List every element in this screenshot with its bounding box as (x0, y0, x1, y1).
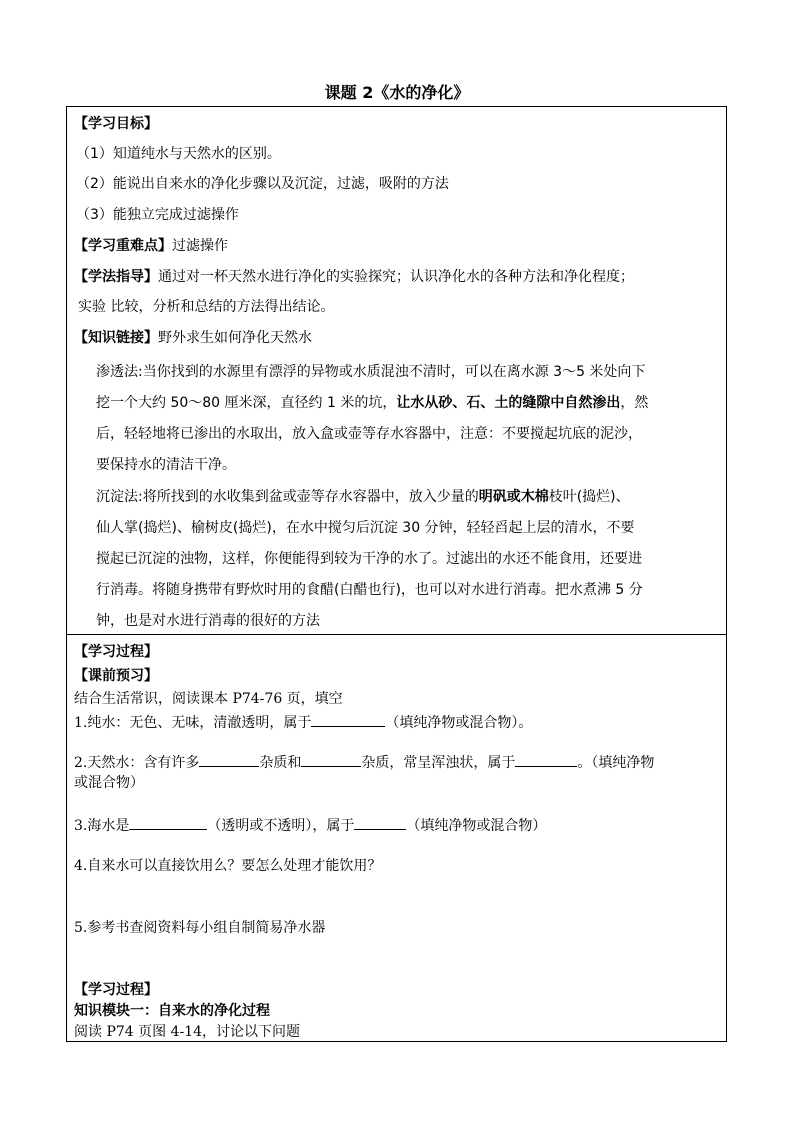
question-4: 4.自来水可以直接饮用么？要怎么处理才能饮用？ (74, 858, 382, 874)
question-text: 2.天然水：含有许多 (74, 755, 200, 771)
answer-blank[interactable] (199, 752, 259, 767)
paragraph-line: 搅起已沉淀的浊物，这样，你便能得到较为干净的水了。过滤出的水还不能食用，还要进 (96, 551, 642, 567)
question-2 (74, 752, 654, 773)
link-text: 野外求生如何净化天然水 (158, 330, 312, 346)
bold-span: 让水从砂、石、土的缝隙中自然渗出 (396, 395, 621, 411)
process-header: 【学习过程】 (74, 644, 158, 660)
question-3 (74, 815, 546, 836)
module-1-title: 知识模块一：自来水的净化过程 (74, 1003, 270, 1019)
method-header: 【学法指导】 (74, 269, 158, 285)
text-span: 枝叶(捣烂)、 (548, 489, 630, 505)
question-text: 杂质和 (259, 755, 302, 771)
question-text: （透明或不透明），属于 (207, 818, 355, 834)
question-text: 3.海水是 (74, 818, 130, 834)
paragraph-line: 要保持水的清洁干净。 (96, 457, 236, 473)
paragraph-line: 仙人掌(捣烂)、榆树皮(捣烂)，在水中搅匀后沉淀 30 分钟，轻轻舀起上层的清水，不要 (96, 520, 635, 536)
answer-blank[interactable] (129, 815, 207, 830)
paragraph-line: 后，轻轻地将已渗出的水取出，放入盒或壶等存水容器中，注意：不要搅起坑底的泥沙， (96, 426, 642, 442)
bold-span: 明矾或木棉 (478, 489, 549, 505)
key-points (74, 236, 228, 256)
method-guidance (74, 267, 634, 287)
text-span: ，然 (620, 395, 649, 411)
text-span: 挖一个大约 50～80 厘米深，直径约 1 米的坑， (96, 395, 397, 411)
answer-blank[interactable] (301, 752, 361, 767)
question-text: （填纯净物或混合物）。 (385, 715, 533, 731)
question-text: 杂质，常呈浑浊状，属于 (361, 755, 516, 771)
goal-item: （1）知道纯水与天然水的区别。 (76, 146, 281, 162)
module-1-text: 阅读 P74 页图 4-14，讨论以下问题 (74, 1024, 301, 1040)
goal-item: （2）能说出自来水的净化步骤以及沉淀，过滤，吸附的方法 (76, 176, 449, 192)
knowledge-link (74, 328, 312, 348)
text-span: 沉淀法:将所找到的水收集到盆或壶等存水容器中，放入少量的 (96, 489, 479, 505)
goals-header: 【学习目标】 (74, 116, 158, 132)
paragraph-line: 钟，也是对水进行消毒的很好的方法 (96, 613, 320, 629)
goal-item: （3）能独立完成过滤操作 (76, 207, 239, 223)
link-header: 【知识链接】 (74, 330, 158, 346)
preview-header: 【课前预习】 (74, 668, 158, 684)
preview-intro: 结合生活常识，阅读课本 P74-76 页，填空 (74, 691, 343, 707)
answer-blank[interactable] (515, 752, 577, 767)
question-2-cont: 或混合物） (74, 775, 144, 791)
paragraph-line (96, 393, 648, 413)
method-text: 通过对一杯天然水进行净化的实验探究；认识净化水的各种方法和净化程度； (158, 269, 634, 285)
paragraph-line (96, 487, 630, 507)
process-header-2: 【学习过程】 (74, 982, 158, 998)
key-header: 【学习重难点】 (74, 238, 172, 254)
question-5: 5.参考书查阅资料每小组自制简易净水器 (74, 920, 326, 936)
question-text: 。（填纯净物 (577, 755, 655, 771)
question-1 (74, 712, 532, 733)
key-text: 过滤操作 (172, 238, 228, 254)
question-text: （填纯净物或混合物） (406, 818, 547, 834)
paragraph-line: 行消毒。将随身携带有野炊时用的食醋(白醋也行)，也可以对水进行消毒。把水煮沸 5 分 (96, 582, 643, 598)
question-text: 1.纯水：无色、无味，清澈透明，属于 (74, 715, 312, 731)
paragraph-line: 渗透法:当你找到的水源里有漂浮的异物或水质混浊不清时，可以在离水源 3～5 米处向下 (96, 364, 646, 380)
answer-blank[interactable] (311, 712, 385, 727)
answer-blank[interactable] (354, 815, 406, 830)
page-title: 课题 2《水的净化》 (324, 83, 470, 102)
method-text-cont: 实验 比较，分析和总结的方法得出结论。 (78, 299, 335, 315)
